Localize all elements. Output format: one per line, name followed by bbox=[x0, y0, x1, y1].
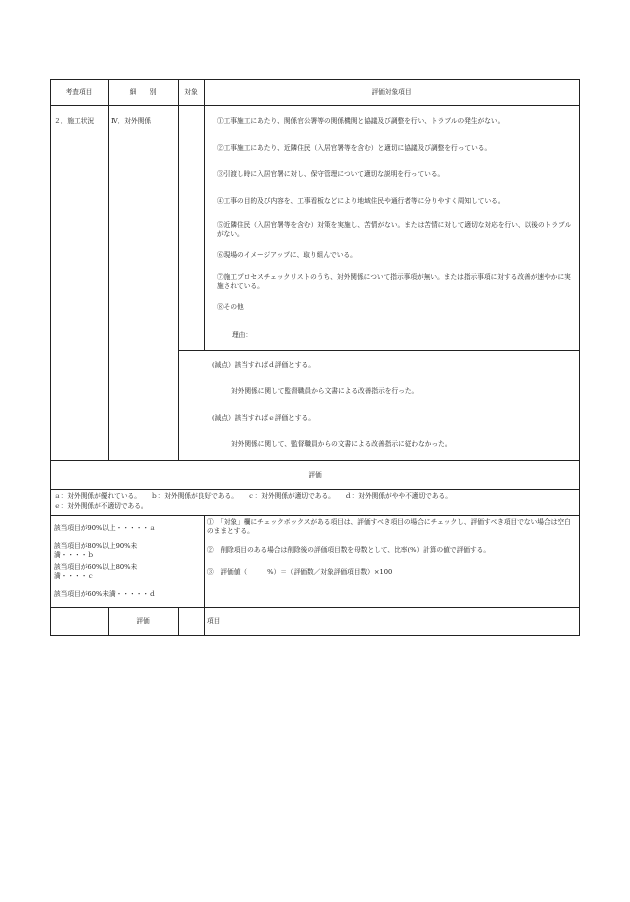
criterion-6: ⑥現場のイメージアップに、取り組んでいる。 bbox=[217, 251, 357, 259]
criteria-b-line2: 満・・・・ｂ bbox=[54, 551, 95, 559]
header-item: 考査項目 bbox=[65, 88, 93, 96]
header-divider bbox=[50, 105, 580, 106]
criterion-8: ⑧その他 bbox=[217, 303, 244, 311]
footer-divider-3 bbox=[204, 607, 205, 635]
criteria-d: 該当項目が60%未満・・・・・ｄ bbox=[54, 590, 156, 598]
table-border-top bbox=[50, 79, 580, 80]
table-border-bottom bbox=[50, 635, 580, 636]
criteria-b-line1: 該当項目が80%以上90%未 bbox=[54, 542, 138, 550]
header-detail: 細 別 bbox=[129, 88, 157, 96]
deduction-e-title: (減点）該当すればｅ評価とする。 bbox=[212, 414, 315, 422]
criterion-2: ②工事施工にあたり、近隣住民（入居官署等を含む）と適切に協議及び調整を行っている。 bbox=[217, 144, 492, 152]
criteria-a: 該当項目が90%以上・・・・・ａ bbox=[54, 524, 156, 532]
header-target: 対象 bbox=[184, 88, 198, 96]
table-border-left bbox=[50, 79, 51, 635]
header-eval-items: 評価対象項目 bbox=[371, 88, 412, 96]
col-divider-3 bbox=[204, 79, 205, 350]
footer-item-label: 項目 bbox=[207, 617, 221, 625]
grades-line-2: ｅ：対外関係が不適切である。 bbox=[54, 502, 148, 510]
criteria-divider bbox=[204, 515, 205, 607]
detail-label: Ⅳ．対外関係 bbox=[111, 117, 152, 125]
col-divider-1 bbox=[108, 79, 109, 460]
criterion-1: ①工事施工にあたり、関係官公署等の関係機関と協議及び調整を行い、トラブルの発生がない。 bbox=[217, 117, 505, 125]
criterion-7: ⑦施工プロセスチェックリストのうち、対外関係について指示事項が無い。または指示事項に対する改善が速やかに実施されている。 bbox=[217, 273, 571, 290]
criterion-3: ③引渡し時に入居官署に対し、保守管理について適切な説明を行っている。 bbox=[217, 170, 445, 178]
table-border-right bbox=[579, 79, 580, 635]
footer-eval-label: 評価 bbox=[136, 617, 150, 625]
footer-divider-2 bbox=[178, 607, 179, 635]
criteria-c-line2: 満・・・・ｃ bbox=[54, 572, 95, 580]
note-1: ① 「対象」欄にチェックボックスがある項目は、評価すべき項目の場合にチェックし、評価すべき項目でない場合は空白のままとする。 bbox=[207, 518, 571, 535]
eval-title-bottom bbox=[50, 489, 580, 490]
criterion-4: ④工事の目的及び内容を、工事看板などにより地域住民や通行者等に分りやすく周知している。 bbox=[217, 197, 505, 205]
deduction-divider bbox=[178, 350, 580, 351]
item-label: ２．施工状況 bbox=[54, 117, 95, 125]
criterion-5: ⑤近隣住民（入居官署等を含む）対策を実施し、苦情がない。または苦情に対して適切な対応を行い、以後のトラブルがない。 bbox=[217, 221, 572, 238]
deduction-d-text: 対外関係に関して監督職員から文書による改善指示を行った。 bbox=[231, 387, 419, 395]
eval-title-top bbox=[50, 460, 580, 461]
reason-label: 理由： bbox=[232, 331, 253, 339]
grades-bottom bbox=[50, 515, 580, 516]
col-divider-2 bbox=[178, 79, 179, 460]
evaluation-title: 評価 bbox=[308, 471, 322, 479]
grades-line-1: ａ：対外関係が優れている。 ｂ：対外関係が良好である。 ｃ：対外関係が適切である。 ｄ：対外関係がやや不適切である。 bbox=[54, 492, 452, 500]
note-2: ② 削除項目のある場合は削除後の評価項目数を母数として、比率(%）計算の値で評価する。 bbox=[207, 546, 491, 554]
deduction-e-text: 対外関係に関して、監督職員からの文書による改善指示に従わなかった。 bbox=[231, 440, 452, 448]
note-3: ③ 評価値（ %）＝（評価数／対象評価項目数）×100 bbox=[207, 568, 393, 576]
criteria-bottom bbox=[50, 607, 580, 608]
deduction-d-title: (減点）該当すればｄ評価とする。 bbox=[212, 361, 315, 369]
criteria-c-line1: 該当項目が60%以上80%未 bbox=[54, 563, 138, 571]
